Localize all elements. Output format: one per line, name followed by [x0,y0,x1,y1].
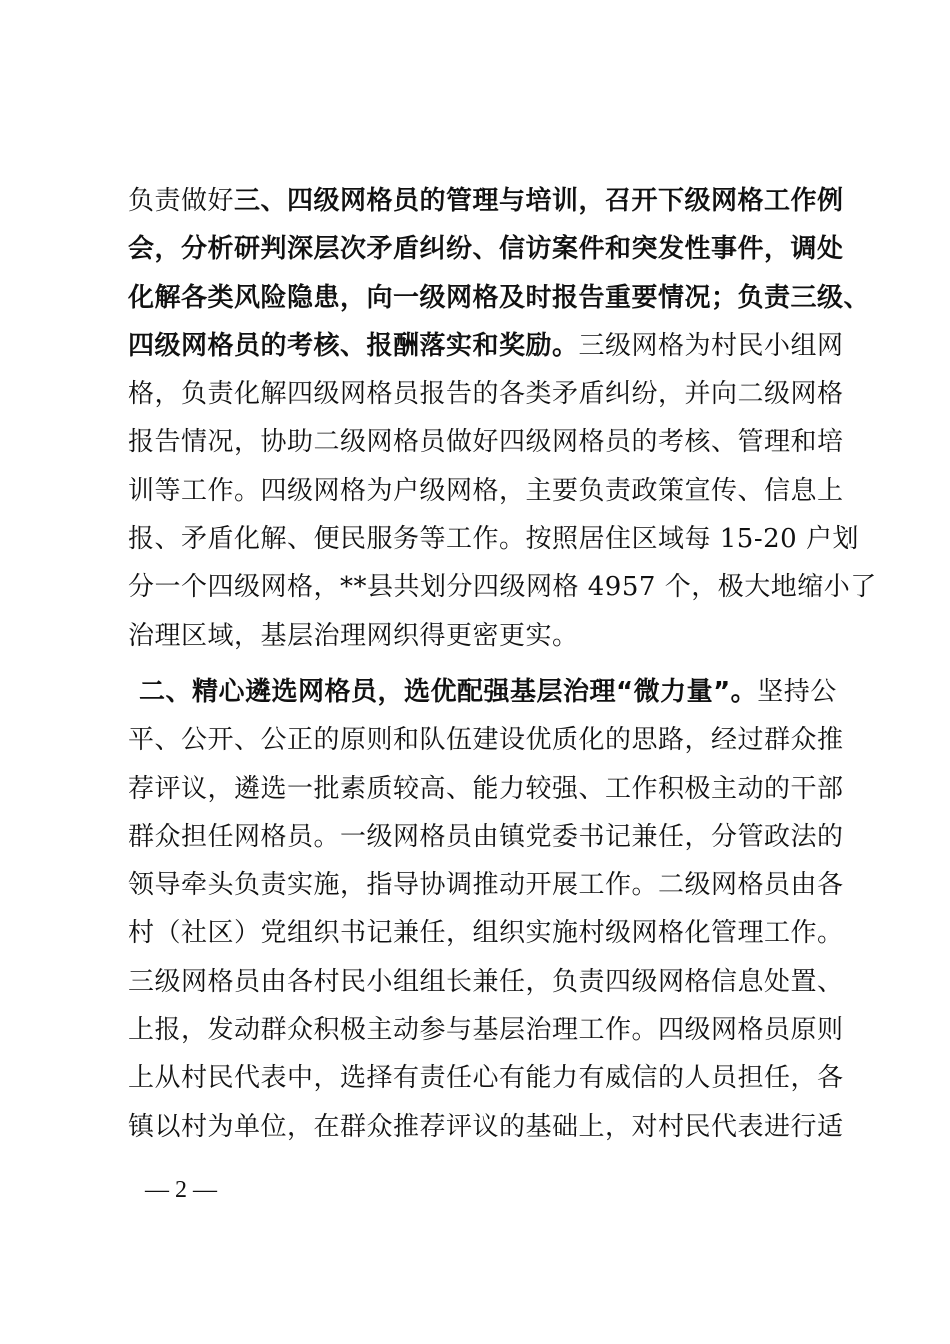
text-line [128,177,844,225]
text-line: 三级网格员由各村民小组组长兼任，负责四级网格信息处置、 [128,966,844,997]
text-run: 坚持公 [757,677,837,707]
text-line: 格，负责化解四级网格员报告的各类矛盾纠纷，并向二级网格 [128,379,844,410]
page-number: — 2 — [145,1177,217,1203]
text-line: 群众担任网格员。一级网格员由镇党委书记兼任，分管政法的 [128,821,844,852]
text-line: 上从村民代表中，选择有责任心有能力有威信的人员担任，各 [128,1063,844,1094]
bold-text-line: 化解各类风险隐患，向一级网格及时报告重要情况；负责三级、 [128,282,871,313]
bold-text-run: 三、四级网格员的管理与培训，召开下级网格工作例 [234,186,844,216]
text-line: 村（社区）党组织书记兼任，组织实施村级网格化管理工作。 [128,918,844,949]
text-line: 治理区域，基层治理网织得更密更实。 [128,620,579,651]
text-line: 报、矛盾化解、便民服务等工作。按照居住区域每 15-20 户划 [128,524,859,555]
text-line: 报告情况，协助二级网格员做好四级网格员的考核、管理和培 [128,427,844,458]
text-line [128,322,844,370]
text-line: 领导牵头负责实施，指导协调推动开展工作。二级网格员由各 [128,870,844,901]
bold-text-run: 四级网格员的考核、报酬落实和奖励。 [128,330,579,361]
paragraph-select-grid-staff [128,668,844,1151]
text-line: 镇以村为单位，在群众推荐评议的基础上，对村民代表进行适 [128,1111,844,1142]
text-line: 荐评议，遴选一批素质较高、能力较强、工作积极主动的干部 [128,773,844,804]
section-heading: 二、精心遴选网格员，选优配强基层治理“微力量”。 [139,677,758,707]
text-line: 分一个四级网格，**县共划分四级网格 4957 个，极大地缩小了 [128,572,877,603]
paragraph-grid-levels [128,177,877,660]
bold-text-line: 会，分析研判深层次矛盾纠纷、信访案件和突发性事件，调处 [128,234,844,265]
text-line: 训等工作。四级网格为户级网格，主要负责政策宣传、信息上 [128,475,844,506]
text-line: 平、公开、公正的原则和队伍建设优质化的思路，经过群众推 [128,725,844,756]
text-line: 上报，发动群众积极主动参与基层治理工作。四级网格员原则 [128,1015,844,1046]
text-run: 负责做好 [128,186,235,216]
text-run: 三级网格为村民小组网 [578,330,844,361]
text-line [128,668,837,716]
